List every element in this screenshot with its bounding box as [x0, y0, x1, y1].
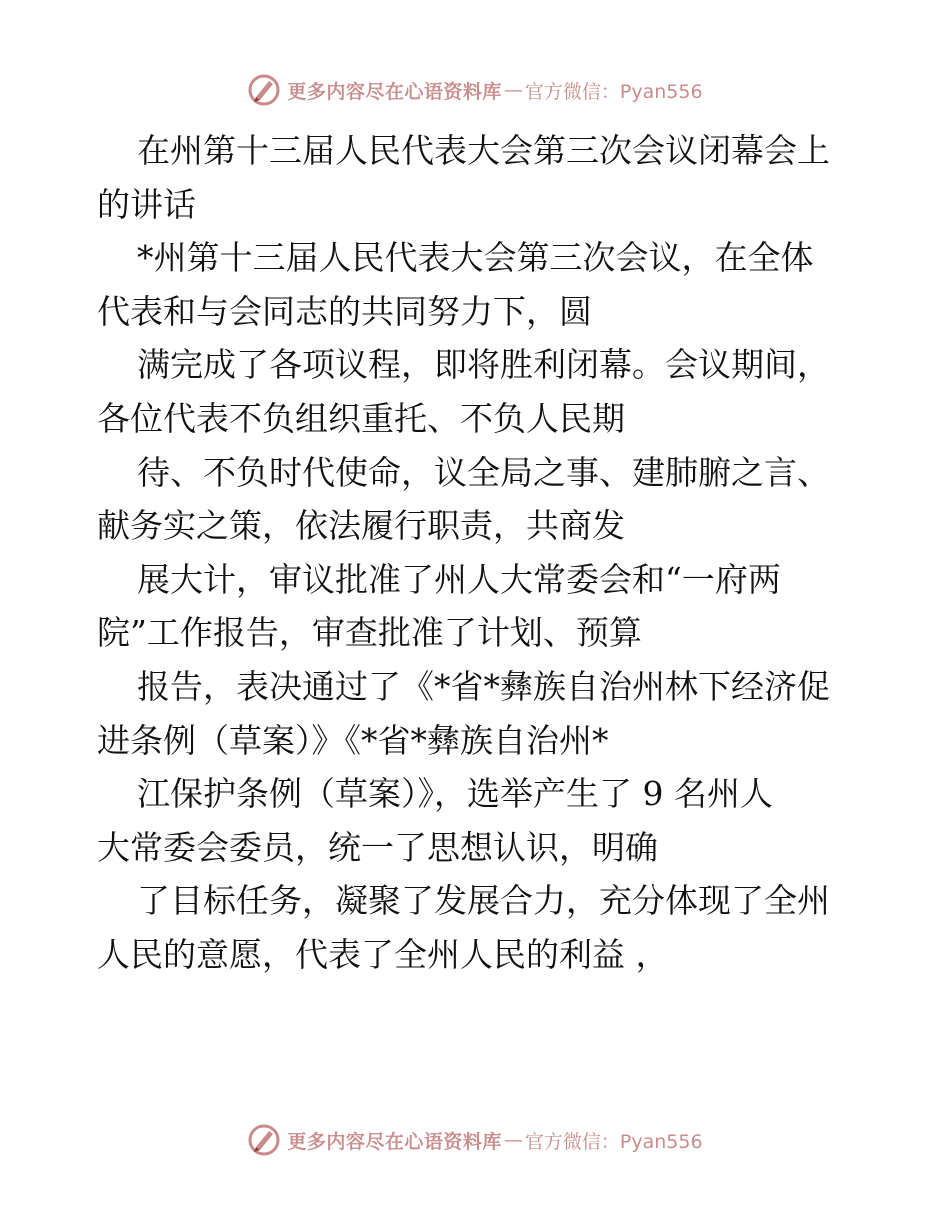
paragraph — [97, 553, 857, 660]
paragraph — [97, 338, 857, 445]
footer-banner — [0, 1120, 950, 1160]
text-line: 院”工作报告，审查批准了计划、预算 — [97, 613, 642, 653]
text-line: 报告，表决通过了《*省*彝族自治州林下经济促 — [137, 666, 830, 706]
text-line: 满完成了各项议程，即将胜利闭幕。会议期间， — [137, 345, 830, 385]
text-line: 进条例（草案）》《*省*彝族自治州* — [97, 720, 609, 760]
text-line: 展大计，审议批准了州人大常委会和“一府两 — [137, 559, 781, 599]
paragraph — [97, 446, 857, 553]
paragraph — [97, 660, 857, 767]
text-line: 代表和与会同志的共同努力下，圆 — [97, 291, 592, 331]
pen-logo-icon — [247, 1123, 281, 1157]
text-line: *州第十三届人民代表大会第三次会议，在全体 — [137, 238, 814, 278]
text-line: 在州第十三届人民代表大会第三次会议闭幕会上 — [137, 131, 830, 170]
text-line: 的讲话 — [97, 184, 196, 224]
text-line: 献务实之策，依法履行职责，共商发 — [97, 506, 625, 546]
text-line: 了目标任务，凝聚了发展合力，充分体现了全州 — [137, 881, 830, 921]
header-banner — [0, 70, 950, 110]
banner-separator: — — [503, 1129, 523, 1151]
text-line: 人民的意愿，代表了全州人民的利益 ， — [97, 934, 669, 974]
text-line: 江保护条例（草案）》，选举产生了 9 名州人 — [137, 774, 773, 814]
text-line: 各位代表不负组织重托、不负人民期 — [97, 398, 625, 438]
banner-site-text: 更多内容尽在心语资料库 — [287, 1130, 502, 1153]
paragraph — [97, 231, 857, 338]
pen-logo-icon — [247, 73, 281, 107]
document-body — [97, 124, 857, 982]
paragraph — [97, 874, 857, 981]
paragraph — [97, 124, 857, 231]
banner-site-text: 更多内容尽在心语资料库 — [287, 80, 502, 103]
text-line: 大常委会委员，统一了思想认识，明确 — [97, 827, 658, 867]
paragraph — [97, 767, 857, 874]
banner-separator: — — [503, 79, 523, 101]
text-line: 待、不负时代使命，议全局之事、建肺腑之言、 — [137, 452, 830, 492]
banner-wechat-text: 官方微信：Pyan556 — [524, 1130, 703, 1153]
banner-wechat-text: 官方微信：Pyan556 — [524, 80, 703, 103]
